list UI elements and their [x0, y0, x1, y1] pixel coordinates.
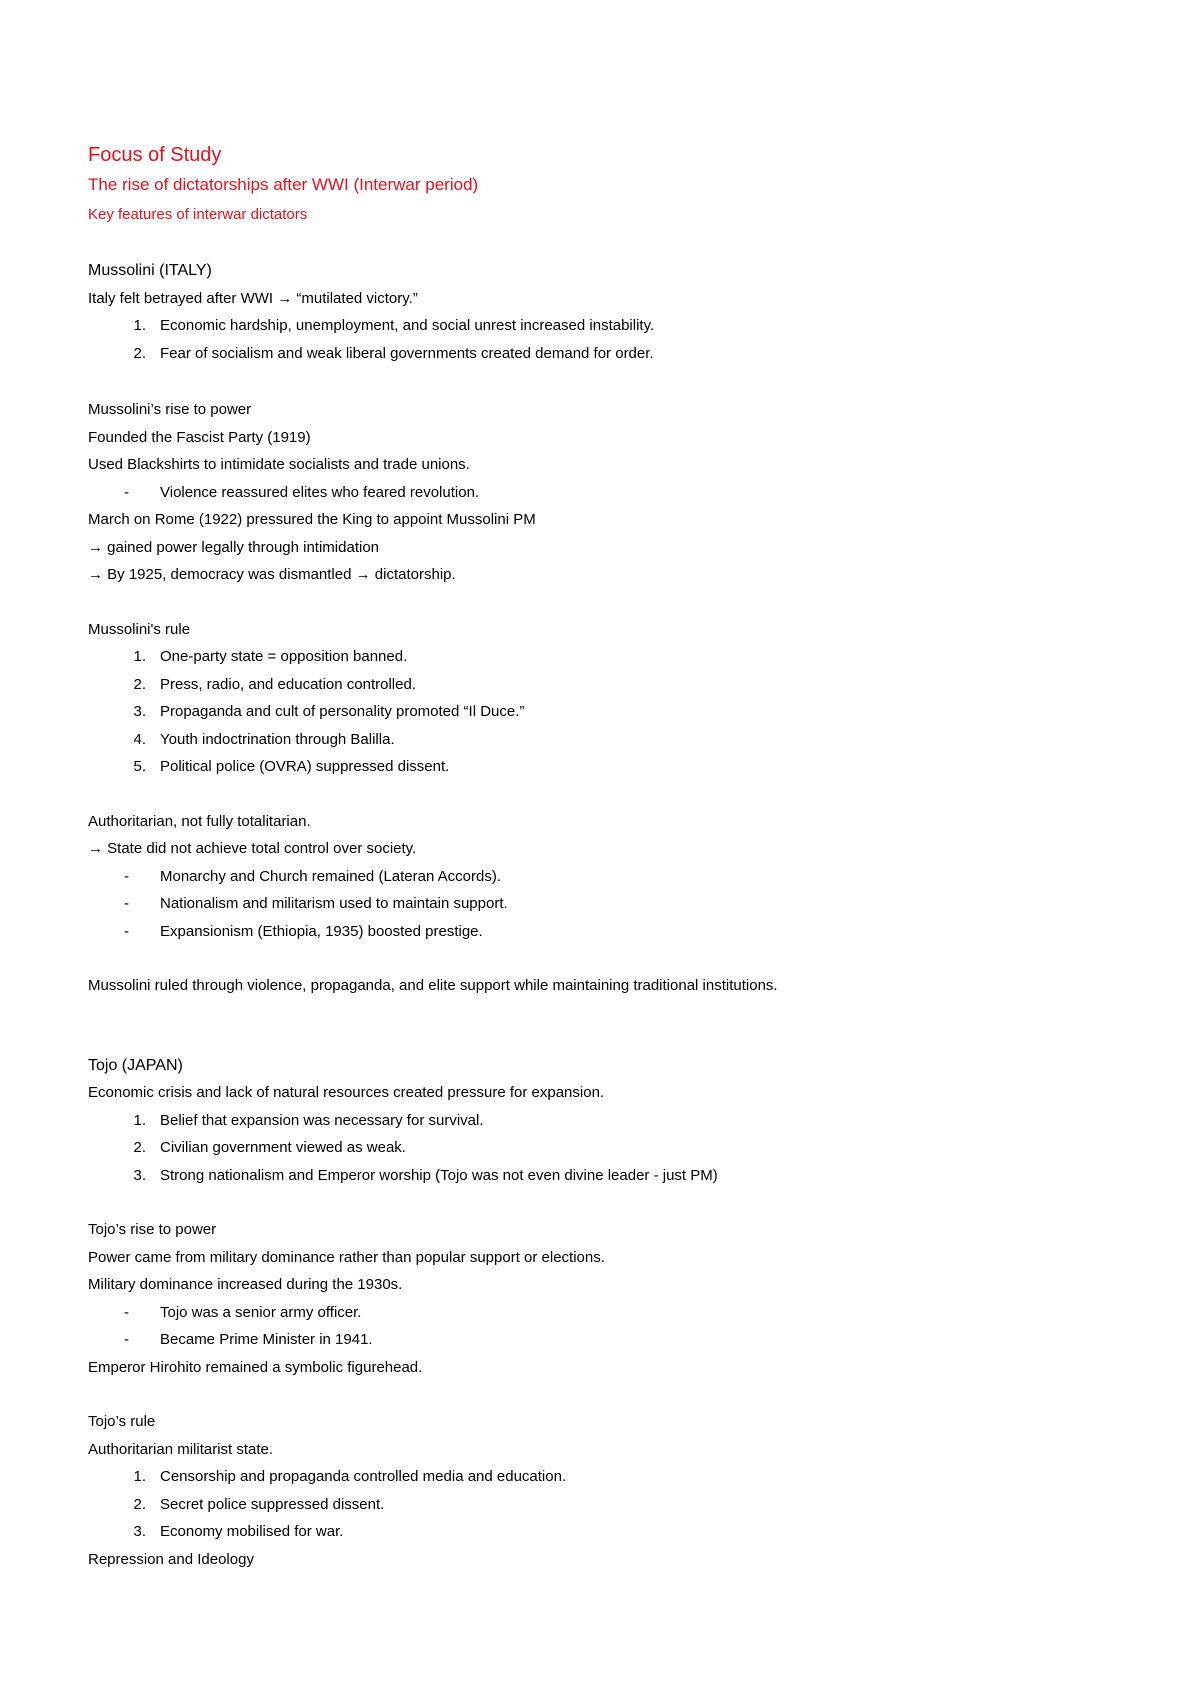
subsection-heading-mussolini-rise: Mussolini’s rise to power — [88, 401, 252, 418]
list-item: 2. Fear of socialism and weak liberal governments created demand for order. — [133, 344, 654, 362]
bullet-item: - Expansionism (Ethiopia, 1935) boosted prestige. — [124, 922, 483, 940]
paragraph-line: Emperor Hirohito remained a symbolic figurehead. — [88, 1358, 423, 1376]
subsection-heading-tojo-rule: Tojo’s rule — [88, 1413, 156, 1430]
bullet-item: - Nationalism and militarism used to maintain support. — [124, 895, 508, 912]
bullet-item: - Tojo was a senior army officer. — [124, 1303, 362, 1321]
paragraph-line: → By 1925, democracy was dismantled → dictatorship. — [88, 566, 456, 583]
paragraph-line: Authoritarian, not fully totalitarian. — [88, 812, 311, 830]
list-item: 2. Secret police suppressed dissent. — [133, 1495, 385, 1513]
paragraph-line: Military dominance increased during the 1930s. — [88, 1276, 403, 1293]
bullet-item: - Monarchy and Church remained (Lateran Accords). — [124, 867, 502, 885]
list-item: 3. Propaganda and cult of personality promoted “Il Duce.” — [133, 703, 525, 720]
list-item: 3. Strong nationalism and Emperor worship (Tojo was not even divine leader - just PM) — [133, 1166, 718, 1184]
subsection-heading-tojo-rise: Tojo’s rise to power — [88, 1221, 217, 1238]
paragraph-line: March on Rome (1922) pressured the King to appoint Mussolini PM — [88, 511, 536, 528]
document-subheading: Key features of interwar dictators — [88, 206, 308, 223]
list-item: 1. One-party state = opposition banned. — [133, 648, 408, 665]
list-item: 3. Economy mobilised for war. — [133, 1523, 344, 1540]
section-heading-japan: Tojo (JAPAN) — [88, 1056, 183, 1074]
bullet-item: - Violence reassured elites who feared revolution. — [124, 483, 480, 501]
list-item: 2. Press, radio, and education controlled. — [133, 675, 416, 693]
bullet-item: - Became Prime Minister in 1941. — [124, 1331, 373, 1348]
paragraph-line: → State did not achieve total control over society. — [88, 840, 417, 857]
document-subtitle: The rise of dictatorships after WWI (Interwar period) — [88, 175, 479, 194]
list-item: 1. Economic hardship, unemployment, and social unrest increased instability. — [133, 317, 655, 334]
paragraph-line: Founded the Fascist Party (1919) — [88, 428, 311, 446]
paragraph-line: → gained power legally through intimidation — [88, 538, 380, 556]
list-item: 4. Youth indoctrination through Balilla. — [133, 730, 395, 748]
section-heading-italy: Mussolini (ITALY) — [88, 262, 212, 279]
subsection-heading-mussolini-rule: Mussolini's rule — [88, 620, 191, 638]
list-item: 2. Civilian government viewed as weak. — [133, 1139, 406, 1156]
list-item: 1. Belief that expansion was necessary for survival. — [133, 1111, 484, 1129]
japan-intro: Economic crisis and lack of natural resources created pressure for expansion. — [88, 1084, 605, 1101]
italy-intro: Italy felt betrayed after WWI → “mutilated victory.” — [88, 289, 418, 307]
paragraph-line: Used Blackshirts to intimidate socialists and trade unions. — [88, 456, 470, 473]
list-item: 5. Political police (OVRA) suppressed dissent. — [133, 758, 450, 775]
paragraph-line: Authoritarian militarist state. — [88, 1440, 274, 1458]
list-item: 1. Censorship and propaganda controlled media and education. — [133, 1468, 567, 1485]
paragraph-line: Repression and Ideology — [88, 1550, 254, 1568]
document-title: Focus of Study — [88, 144, 222, 166]
paragraph-line: Power came from military dominance rather than popular support or elections. — [88, 1248, 605, 1266]
italy-summary: Mussolini ruled through violence, propaganda, and elite support while maintaining traditional institutions. — [88, 977, 778, 994]
